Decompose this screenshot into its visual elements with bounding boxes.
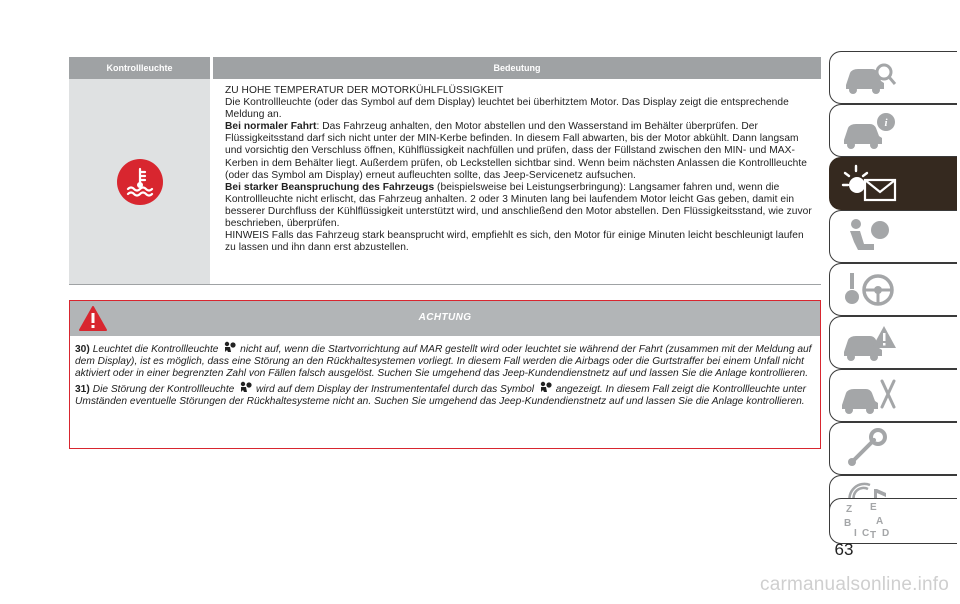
svg-text:E: E [870, 502, 877, 513]
key-steering-wheel-icon [840, 269, 898, 311]
header-warning-light: Kontrollleuchte [106, 63, 173, 73]
car-search-icon [840, 57, 898, 99]
car-hazard-icon [840, 322, 898, 364]
table-row [69, 79, 821, 285]
car-info-icon [840, 110, 898, 152]
warning-note-30: 30) Leuchtet die Kontrollleuchte nicht auf, wenn die Startvorrichtung auf MAR gestellt wird oder leuchtet sie während der Fahrt (zusammen mit der Meldung auf dem Display), ist es möglich, dass eine Störung an den Rückhaltesystemen vorliegt. In diesem Fall werden die Airbags oder die Gurtstraffer bei einem Unfall nicht aktiviert oder in einer begrenzten Zahl von Fällen falsch ausgelöst. Suchen Sie umgehend das Jeep-Kundendienstnetz auf und lassen Sie die Anlage kontrollieren. [75, 341, 815, 379]
tab-technical-data[interactable] [829, 422, 957, 475]
page-number: 63 [834, 540, 854, 559]
warning-light-table [69, 57, 821, 285]
warning-box [69, 300, 821, 449]
tab-warning-lights[interactable] [829, 157, 957, 210]
meaning-paragraph-heavy: Bei starker Beanspruchung des Fahrzeugs (beispielsweise bei Leistungserbringung): Langsamer fahren und, wenn die Kontrollleuchte nicht erlischt, das Fahrzeug anhalten. 2 oder 3 Minuten lang bei laufendem Motor leicht Gas geben, damit ein besserer Durchfluss der Kühlflüssigkeit unterstützt wird, und anschließend den Motor abstellen. Den Flüssigkeitsstand, wie zuvor beschrieben, überprüfen. [225, 181, 812, 230]
svg-text:B: B [844, 518, 852, 529]
warning-note-31: 31) Die Störung der Kontrollleuchte wird auf dem Display der Instrumententafel durch das Symbol angezeigt. In diesem Fall zeigt die Kontrollleuchte unter Umständen eventuelle Störungen der Rückhaltesysteme nicht an. Suchen Sie umgehend das Jeep-Kundendienstnetz auf und lassen Sie die Anlage kontrollieren. [75, 381, 815, 408]
meaning-paragraph: Die Kontrollleuchte (oder das Symbol auf dem Display) leuchtet bei überhitztem Motor. Das Display zeigt die entsprechende Meldung an. [225, 97, 789, 121]
svg-text:D: D [882, 528, 890, 539]
car-tools-icon [840, 375, 898, 417]
warning-header [70, 301, 820, 336]
svg-text:Z: Z [846, 504, 853, 515]
seat-airbag-icon [840, 216, 898, 258]
svg-text:i: i [884, 116, 888, 129]
tab-car-info[interactable] [829, 104, 957, 157]
table-header [69, 57, 821, 79]
tab-safety[interactable] [829, 210, 957, 263]
coolant-temperature-icon [117, 159, 163, 205]
tab-maintenance[interactable] [829, 369, 957, 422]
tab-starting[interactable] [829, 263, 957, 316]
meaning-text [210, 79, 821, 284]
tab-index[interactable] [829, 498, 957, 544]
airbag-icon [238, 381, 252, 395]
meaning-heading: ZU HOHE TEMPERATUR DER MOTORKÜHLFLÜSSIGKEIT [225, 85, 504, 96]
airbag-icon [222, 341, 236, 355]
warning-title: ACHTUNG [418, 312, 472, 323]
svg-text:T: T [870, 530, 877, 541]
chapter-sidebar [829, 0, 960, 604]
meaning-note: HINWEIS Falls das Fahrzeug stark beansprucht wird, empfiehlt es sich, den Motor für einige Minuten leicht beschleunigt laufen zu lassen und ihn dann erst abzustellen. [225, 230, 804, 254]
svg-text:I: I [854, 528, 857, 539]
header-meaning: Bedeutung [210, 57, 821, 79]
alphabet-index-icon [840, 500, 898, 542]
bold-label: Bei normaler Fahrt [225, 121, 317, 133]
meaning-paragraph-normal: Bei normaler Fahrt: Das Fahrzeug anhalten, den Motor abstellen und den Wasserstand im Behälter überprüfen. Der Flüssigkeitsstand darf sich nicht unter der MIN-Kerbe befinden. In diesem Fall abwarten, bis der Motor abkühlt. Dann langsam und vorsichtig den Verschluss öffnen, Kühlflüssigkeit nachfüllen und prüfen, dass der Füllstand zwischen den MIN- und MAX-Kerben in dem Behälter liegt. Außerdem prüfen, ob Leckstellen sichtbar sind. Wenn beim nächsten Anlassen die Kontrollleuchte (oder das Symbol am Display) erneut aufleuchten sollte, das Jeep-Servicenetz aufsuchen. [225, 121, 807, 181]
warning-light-message-icon [840, 163, 898, 205]
icon-cell [69, 79, 210, 284]
footer-watermark: carmanualsonline.info [760, 574, 950, 595]
bold-label: Bei starker Beanspruchung des Fahrzeugs [225, 181, 435, 193]
wrench-icon [840, 428, 898, 470]
tab-emergency[interactable] [829, 316, 957, 369]
svg-text:A: A [876, 516, 884, 527]
tab-car-search[interactable] [829, 51, 957, 104]
airbag-icon [538, 381, 552, 395]
warning-body [70, 336, 820, 408]
svg-text:C: C [862, 528, 870, 539]
